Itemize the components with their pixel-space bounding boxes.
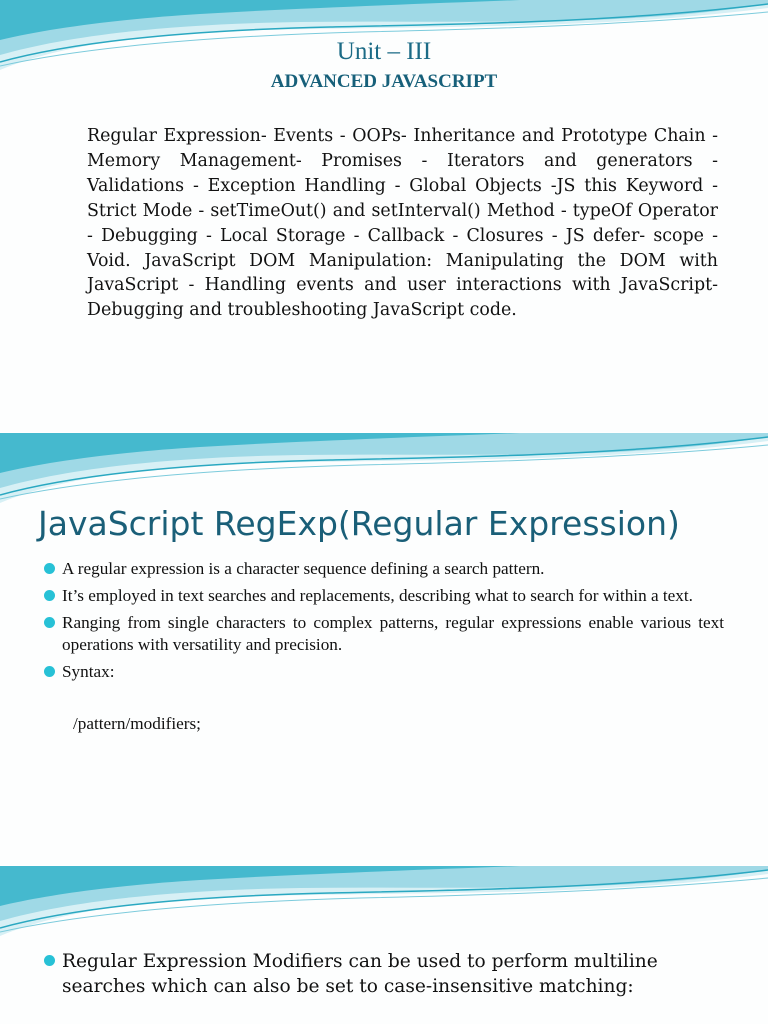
bullet-dot-icon (44, 666, 55, 677)
header-wave-decoration (0, 433, 768, 513)
bullet-dot-icon (44, 617, 55, 628)
header-wave-decoration (0, 866, 768, 946)
bullet-dot-icon (44, 590, 55, 601)
slide-heading: JavaScript RegExp(Regular Expression) (38, 504, 680, 543)
bullet-list (44, 949, 724, 999)
bullet-list (44, 558, 724, 688)
topics-paragraph: Regular Expression- Events - OOPs- Inheritance and Prototype Chain - Memory Management- Promises - Iterators and generators - Validations - Exception Handling - Global Objects -JS this Keyword - Strict Mode - setTimeOut() and setInterval() Method - typeOf Operator - Debugging - Local Storage - Callback - Closures - JS defer- scope - Void. JavaScript DOM Manipulation: Manipulating the DOM with JavaScript - Handling events and user interactions with JavaScript- Debugging and troubleshooting JavaScript code. (87, 126, 718, 321)
list-item: It’s employed in text searches and replacements, describing what to search for within a text. (44, 585, 724, 607)
bullet-dot-icon (44, 955, 55, 966)
syntax-example: /pattern/modifiers; (73, 714, 201, 733)
unit-title: Unit – III (336, 38, 432, 65)
slide-modifiers (0, 866, 768, 1024)
list-item: Syntax: (44, 661, 724, 683)
list-item: Regular Expression Modifiers can be used to perform multiline searches which can also be set to case-insensitive matching: (44, 949, 724, 999)
slide-unit-overview (0, 0, 768, 432)
list-item: A regular expression is a character sequence defining a search pattern. (44, 558, 724, 580)
list-item: Ranging from single characters to complex patterns, regular expressions enable various text operations with versatility and precision. (44, 612, 724, 656)
bullet-dot-icon (44, 563, 55, 574)
unit-subtitle: ADVANCED JAVASCRIPT (270, 71, 498, 92)
